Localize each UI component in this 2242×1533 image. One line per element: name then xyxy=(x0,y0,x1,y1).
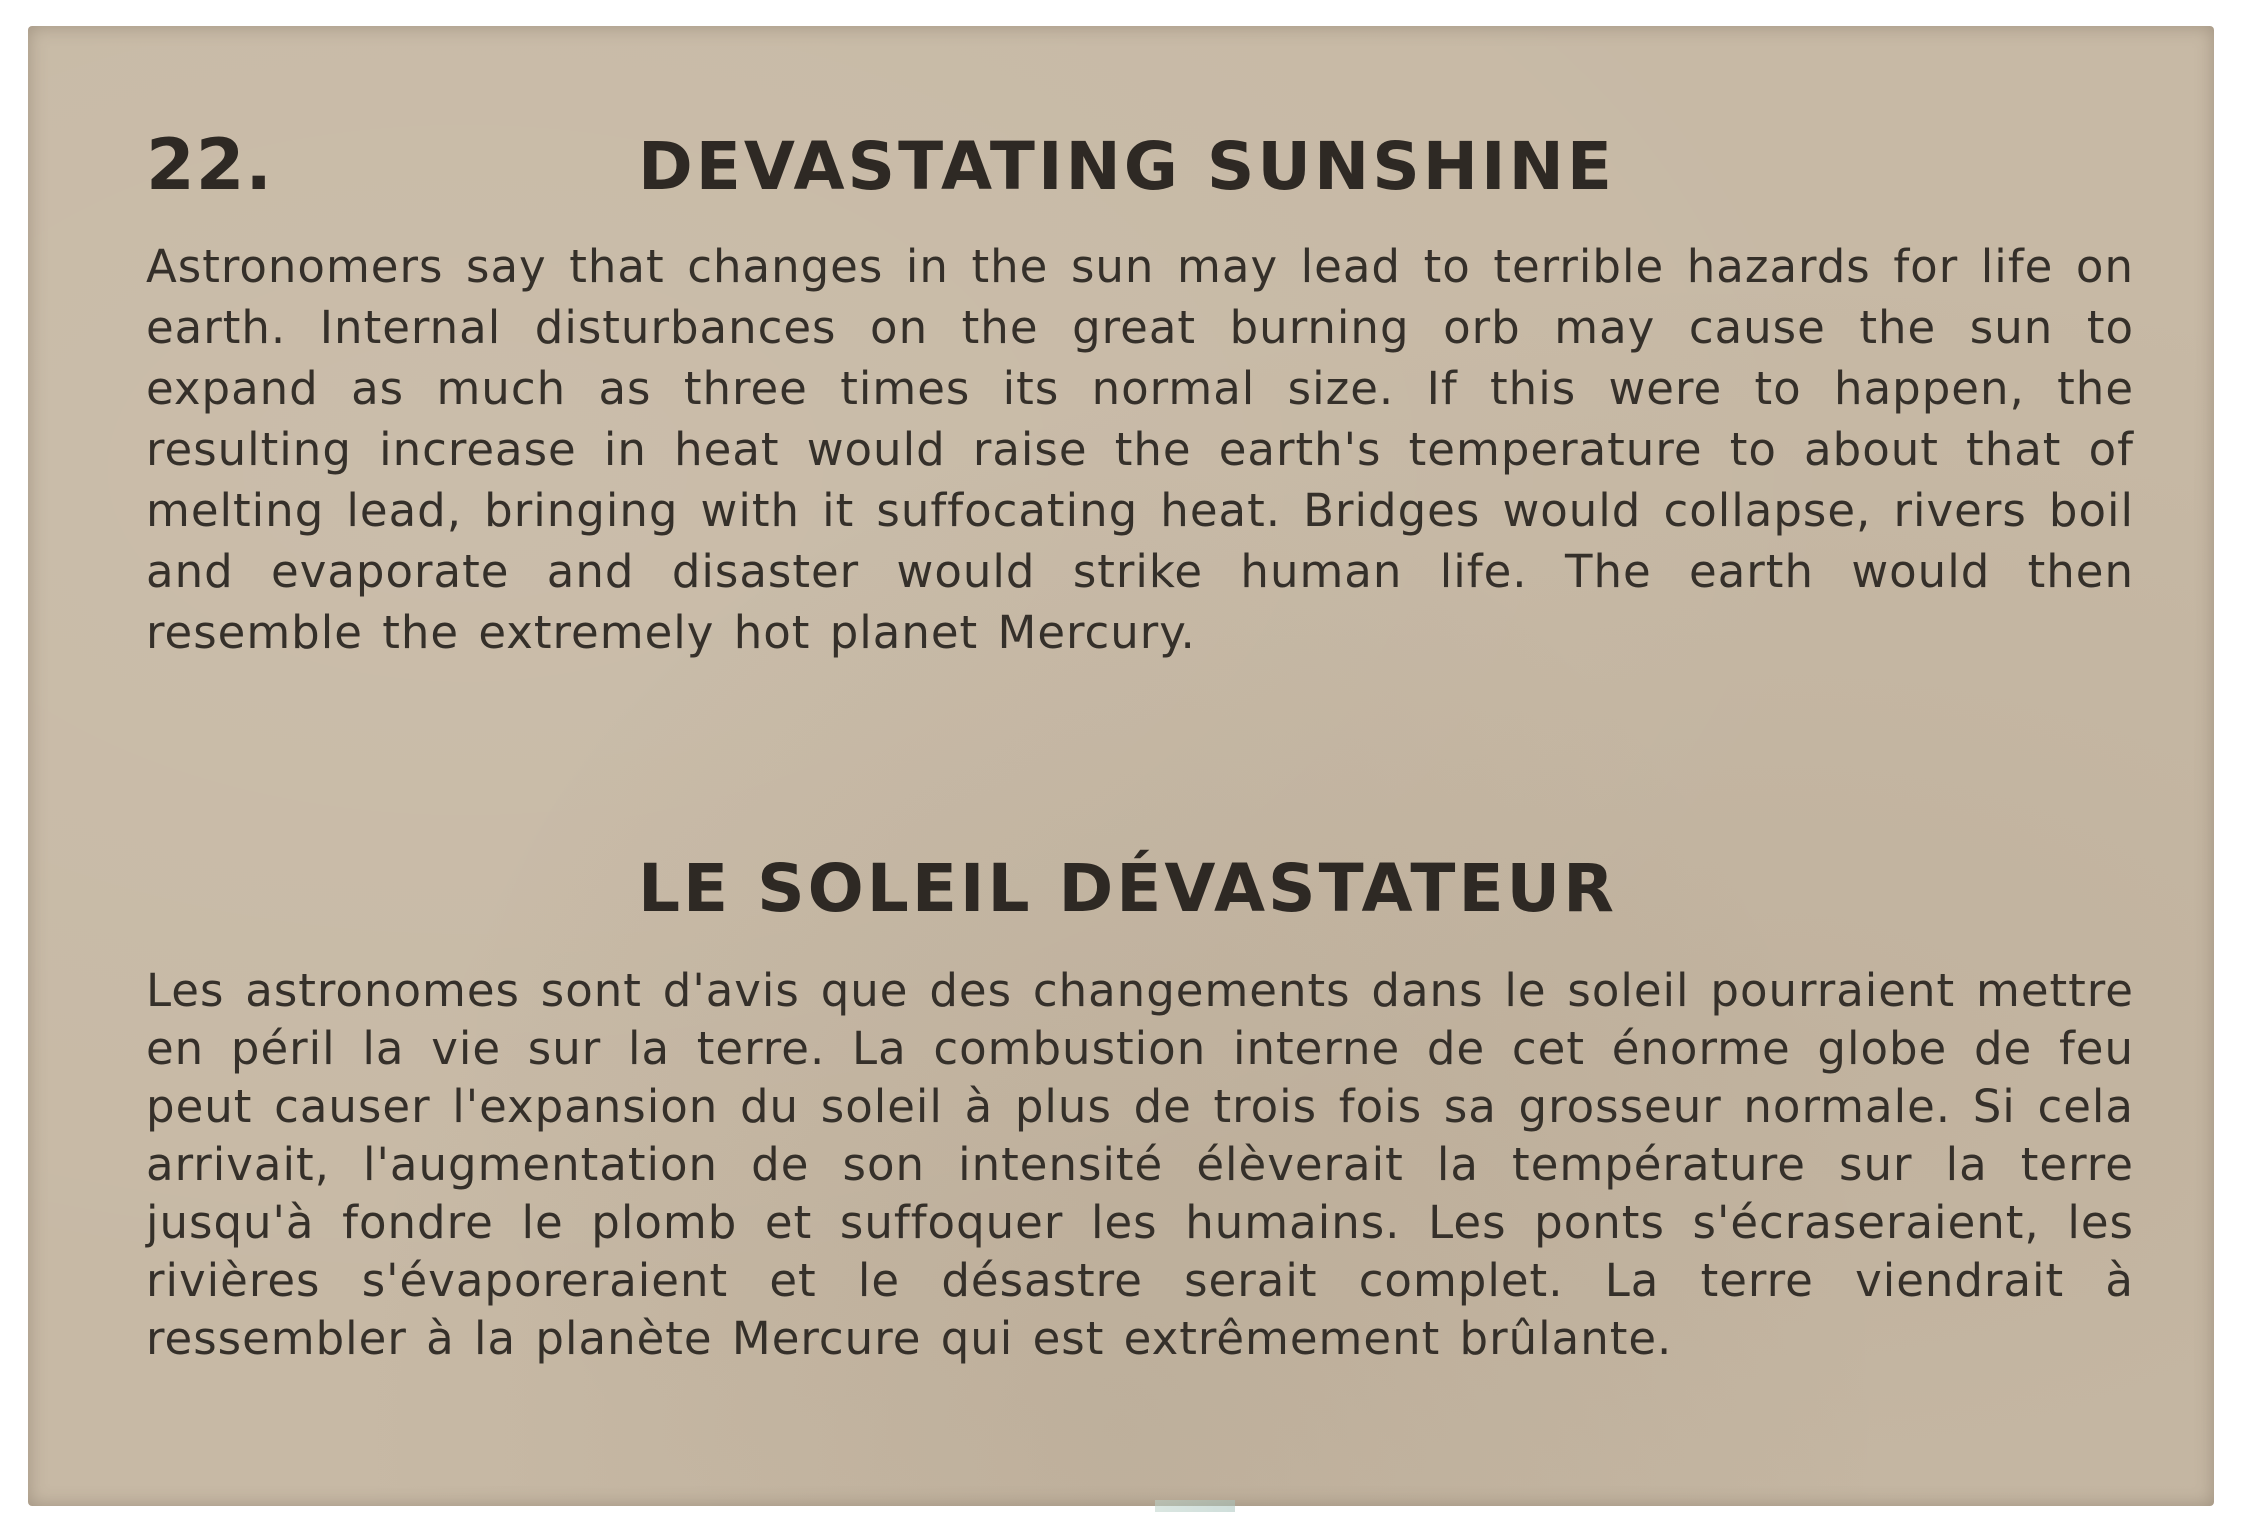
card-edge-mark xyxy=(1155,1500,1235,1512)
french-body-text: Les astronomes sont d'avis que des changements dans le soleil pourraient mettre en péril la vie sur la terre. La combustion interne de cet énorme globe de feu peut causer l'expansion du soleil à plus de trois fois sa grosseur normale. Si cela arrivait, l'augmentation de son intensité élèverait la température sur la terre jusqu'à fondre le plomb et suffoquer les humains. Les ponts s'écraseraient, les rivières s'évaporeraient et le désastre serait complet. La terre viendrait à ressembler à la planète Mercure qui est extrêmement brûlante. xyxy=(146,964,2134,1365)
french-title: LE SOLEIL DÉVASTATEUR xyxy=(638,850,1617,927)
card-number: 22. xyxy=(146,124,274,206)
trading-card-back xyxy=(28,26,2214,1506)
english-body-text: Astronomers say that changes in the sun may lead to terrible hazards for life on earth. Internal disturbances on the great burning orb may cause the sun to expand as much as three times its normal size. If this were to happen, the resulting increase in heat would raise the earth's temperature to about that of melting lead, bringing with it suffocating heat. Bridges would collapse, rivers boil and evaporate and disaster would strike human life. The earth would then resemble the extremely hot planet Mercury. xyxy=(146,240,2134,659)
english-title: DEVASTATING SUNSHINE xyxy=(638,128,1615,205)
